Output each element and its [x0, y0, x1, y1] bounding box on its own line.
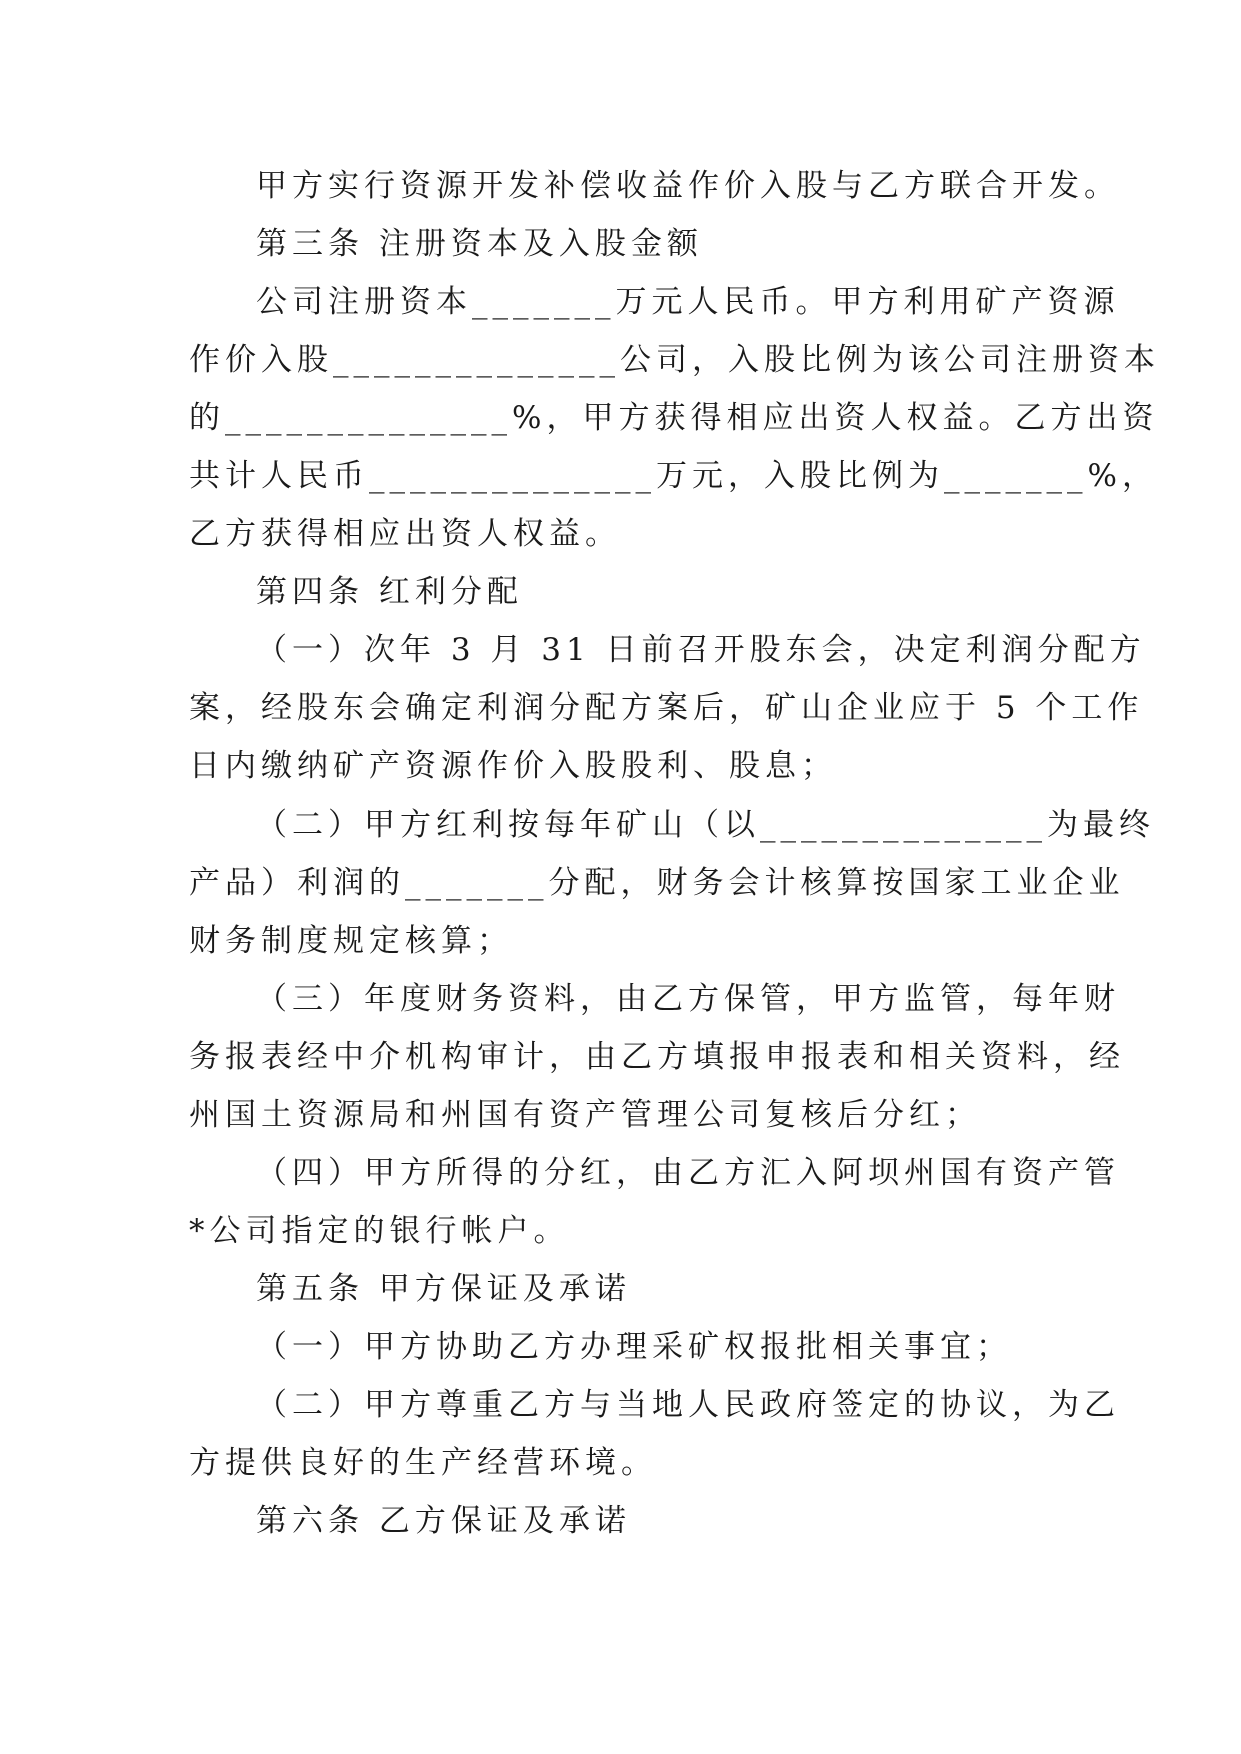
paragraph-line: （四）甲方所得的分红，由乙方汇入阿坝州国有资产管	[256, 1155, 1120, 1191]
paragraph-line: （一）甲方协助乙方办理采矿权报批相关事宜；	[256, 1329, 1012, 1365]
paragraph-line: （一）次年 3 月 31 日前召开股东会，决定利润分配方	[256, 632, 1146, 668]
paragraph-line: 公司注册资本_______万元人民币。甲方利用矿产资源	[256, 284, 1120, 320]
paragraph-line: （二）甲方尊重乙方与当地人民政府签定的协议，为乙	[256, 1387, 1120, 1423]
paragraph-line: 案，经股东会确定利润分配方案后，矿山企业应于 5 个工作	[189, 690, 1144, 726]
paragraph-line: 财务制度规定核算；	[189, 923, 513, 959]
paragraph-line: 作价入股______________公司，入股比例为该公司注册资本	[189, 342, 1160, 378]
paragraph-line: *公司指定的银行帐户。	[189, 1213, 570, 1249]
article-3-heading: 第三条 注册资本及入股金额	[256, 226, 703, 262]
paragraph-line: 务报表经中介机构审计，由乙方填报申报表和相关资料，经	[189, 1039, 1125, 1075]
article-6-heading: 第六条 乙方保证及承诺	[256, 1503, 631, 1539]
article-5-heading: 第五条 甲方保证及承诺	[256, 1271, 631, 1307]
paragraph-line: 日内缴纳矿产资源作价入股股利、股息；	[189, 748, 837, 784]
paragraph-line: 方提供良好的生产经营环境。	[189, 1445, 657, 1481]
paragraph-line: 的______________%，甲方获得相应出资人权益。乙方出资	[189, 400, 1159, 436]
paragraph-line: （三）年度财务资料，由乙方保管，甲方监管，每年财	[256, 981, 1120, 1017]
article-4-heading: 第四条 红利分配	[256, 574, 523, 610]
paragraph-line: 产品）利润的_______分配，财务会计核算按国家工业企业	[189, 865, 1125, 901]
paragraph-line: （二）甲方红利按每年矿山（以______________为最终	[256, 807, 1155, 843]
paragraph-line: 共计人民币______________万元，入股比例为_______%，	[189, 458, 1158, 494]
paragraph-line: 乙方获得相应出资人权益。	[189, 516, 621, 552]
paragraph-line: 州国土资源局和州国有资产管理公司复核后分红；	[189, 1097, 981, 1133]
paragraph-line: 甲方实行资源开发补偿收益作价入股与乙方联合开发。	[256, 168, 1120, 204]
